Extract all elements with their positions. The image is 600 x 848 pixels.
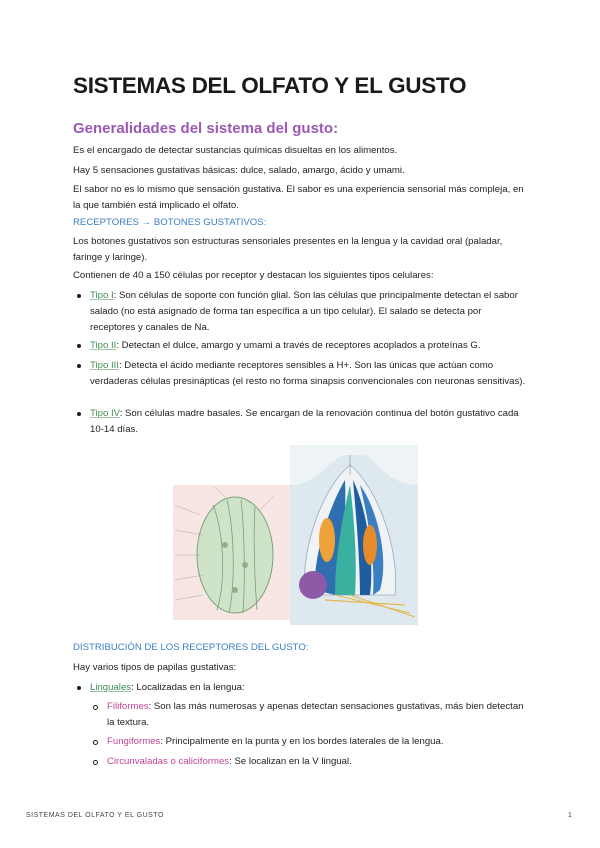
bullet-icon	[77, 412, 81, 416]
tipo-iv-text: : Son células madre basales. Se encargan de la renovación continua del botón gustativo cada 10-14 días.	[90, 408, 519, 435]
tipo-i-text: : Son células de soporte con función glial. Son las células que principalmente detectan el sabor salado (no está asignado de forma tan específica a un tipo celular). El salado se detecta por receptores y canales de Na.	[90, 290, 518, 333]
fungiformes-text: : Principalmente en la punta y en los bordes laterales de la lengua.	[160, 736, 444, 747]
tipo-ii-link[interactable]: Tipo II	[90, 340, 117, 351]
intro-paragraph-2: Hay 5 sensaciones gustativas básicas: dulce, salado, amargo, ácido y umami.	[73, 165, 405, 176]
bullet-icon	[77, 364, 81, 368]
list-item	[73, 734, 528, 750]
tipo-iv-link[interactable]: Tipo IV	[90, 408, 120, 419]
list-item	[73, 358, 528, 390]
linguales-link[interactable]: Linguales	[90, 682, 132, 693]
linguales-text: : Localizadas en la lengua:	[131, 682, 245, 693]
circunvaladas-link[interactable]: Circunvaladas o caliciformes	[107, 756, 230, 767]
taste-cells-color-diagram	[290, 445, 418, 625]
receptors-text-2: Contienen de 40 a 150 células por receptor y destacan los siguientes tipos celulares:	[73, 270, 434, 281]
bullet-icon	[77, 686, 81, 690]
page-title: SISTEMAS DEL OLFATO Y EL GUSTO	[73, 73, 467, 98]
section-heading: Generalidades del sistema del gusto:	[73, 120, 339, 137]
receptors-heading: RECEPTORES → BOTONES GUSTATIVOS:	[73, 217, 267, 228]
list-item	[73, 699, 528, 731]
hollow-bullet-icon	[93, 760, 98, 765]
list-item	[73, 680, 528, 696]
hollow-bullet-icon	[93, 740, 98, 745]
circunvaladas-text: : Se localizan en la V lingual.	[229, 756, 352, 767]
bullet-icon	[77, 344, 81, 348]
filiformes-link[interactable]: Filiformes	[107, 701, 149, 712]
page-number: 1	[568, 812, 572, 819]
bullet-icon	[77, 294, 81, 298]
intro-paragraph-3: El sabor no es lo mismo que sensación gustativa. El sabor es una experiencia sensorial más compleja, en la que también está implicado el olfato.	[73, 184, 524, 211]
taste-bud-illustration	[165, 445, 425, 625]
tipo-i-link[interactable]: Tipo I	[90, 290, 114, 301]
filiformes-text: : Son las más numerosas y apenas detectan sensaciones gustativas, más bien detectan la textura.	[107, 701, 524, 728]
fungiformes-link[interactable]: Fungiformes	[107, 736, 161, 747]
list-item	[73, 288, 528, 336]
list-item	[73, 338, 528, 354]
distribution-text: Hay varios tipos de papilas gustativas:	[73, 662, 237, 673]
distribution-heading: DISTRIBUCIÓN DE LOS RECEPTORES DEL GUSTO:	[73, 642, 309, 653]
tipo-ii-text: : Detectan el dulce, amargo y umami a través de receptores acoplados a proteínas G.	[116, 340, 481, 351]
tipo-iii-text: : Detecta el ácido mediante receptores sensibles a H+. Son las únicas que actúan como verdaderas células presinápticas (el resto no forma sinapsis convencionales con neuronas sensitivas).	[90, 360, 526, 387]
intro-paragraph-1: Es el encargado de detectar sustancias químicas disueltas en los alimentos.	[73, 145, 398, 156]
list-item	[73, 754, 528, 770]
taste-bud-sketch	[173, 485, 298, 620]
receptors-text-1: Los botones gustativos son estructuras sensoriales presentes en la lengua y la cavidad oral (paladar, faringe y laringe).	[73, 236, 503, 263]
tipo-iii-link[interactable]: Tipo III	[90, 360, 119, 371]
hollow-bullet-icon	[93, 705, 98, 710]
list-item	[73, 406, 528, 438]
page-footer: SISTEMAS DEL OLFATO Y EL GUSTO	[26, 812, 164, 819]
